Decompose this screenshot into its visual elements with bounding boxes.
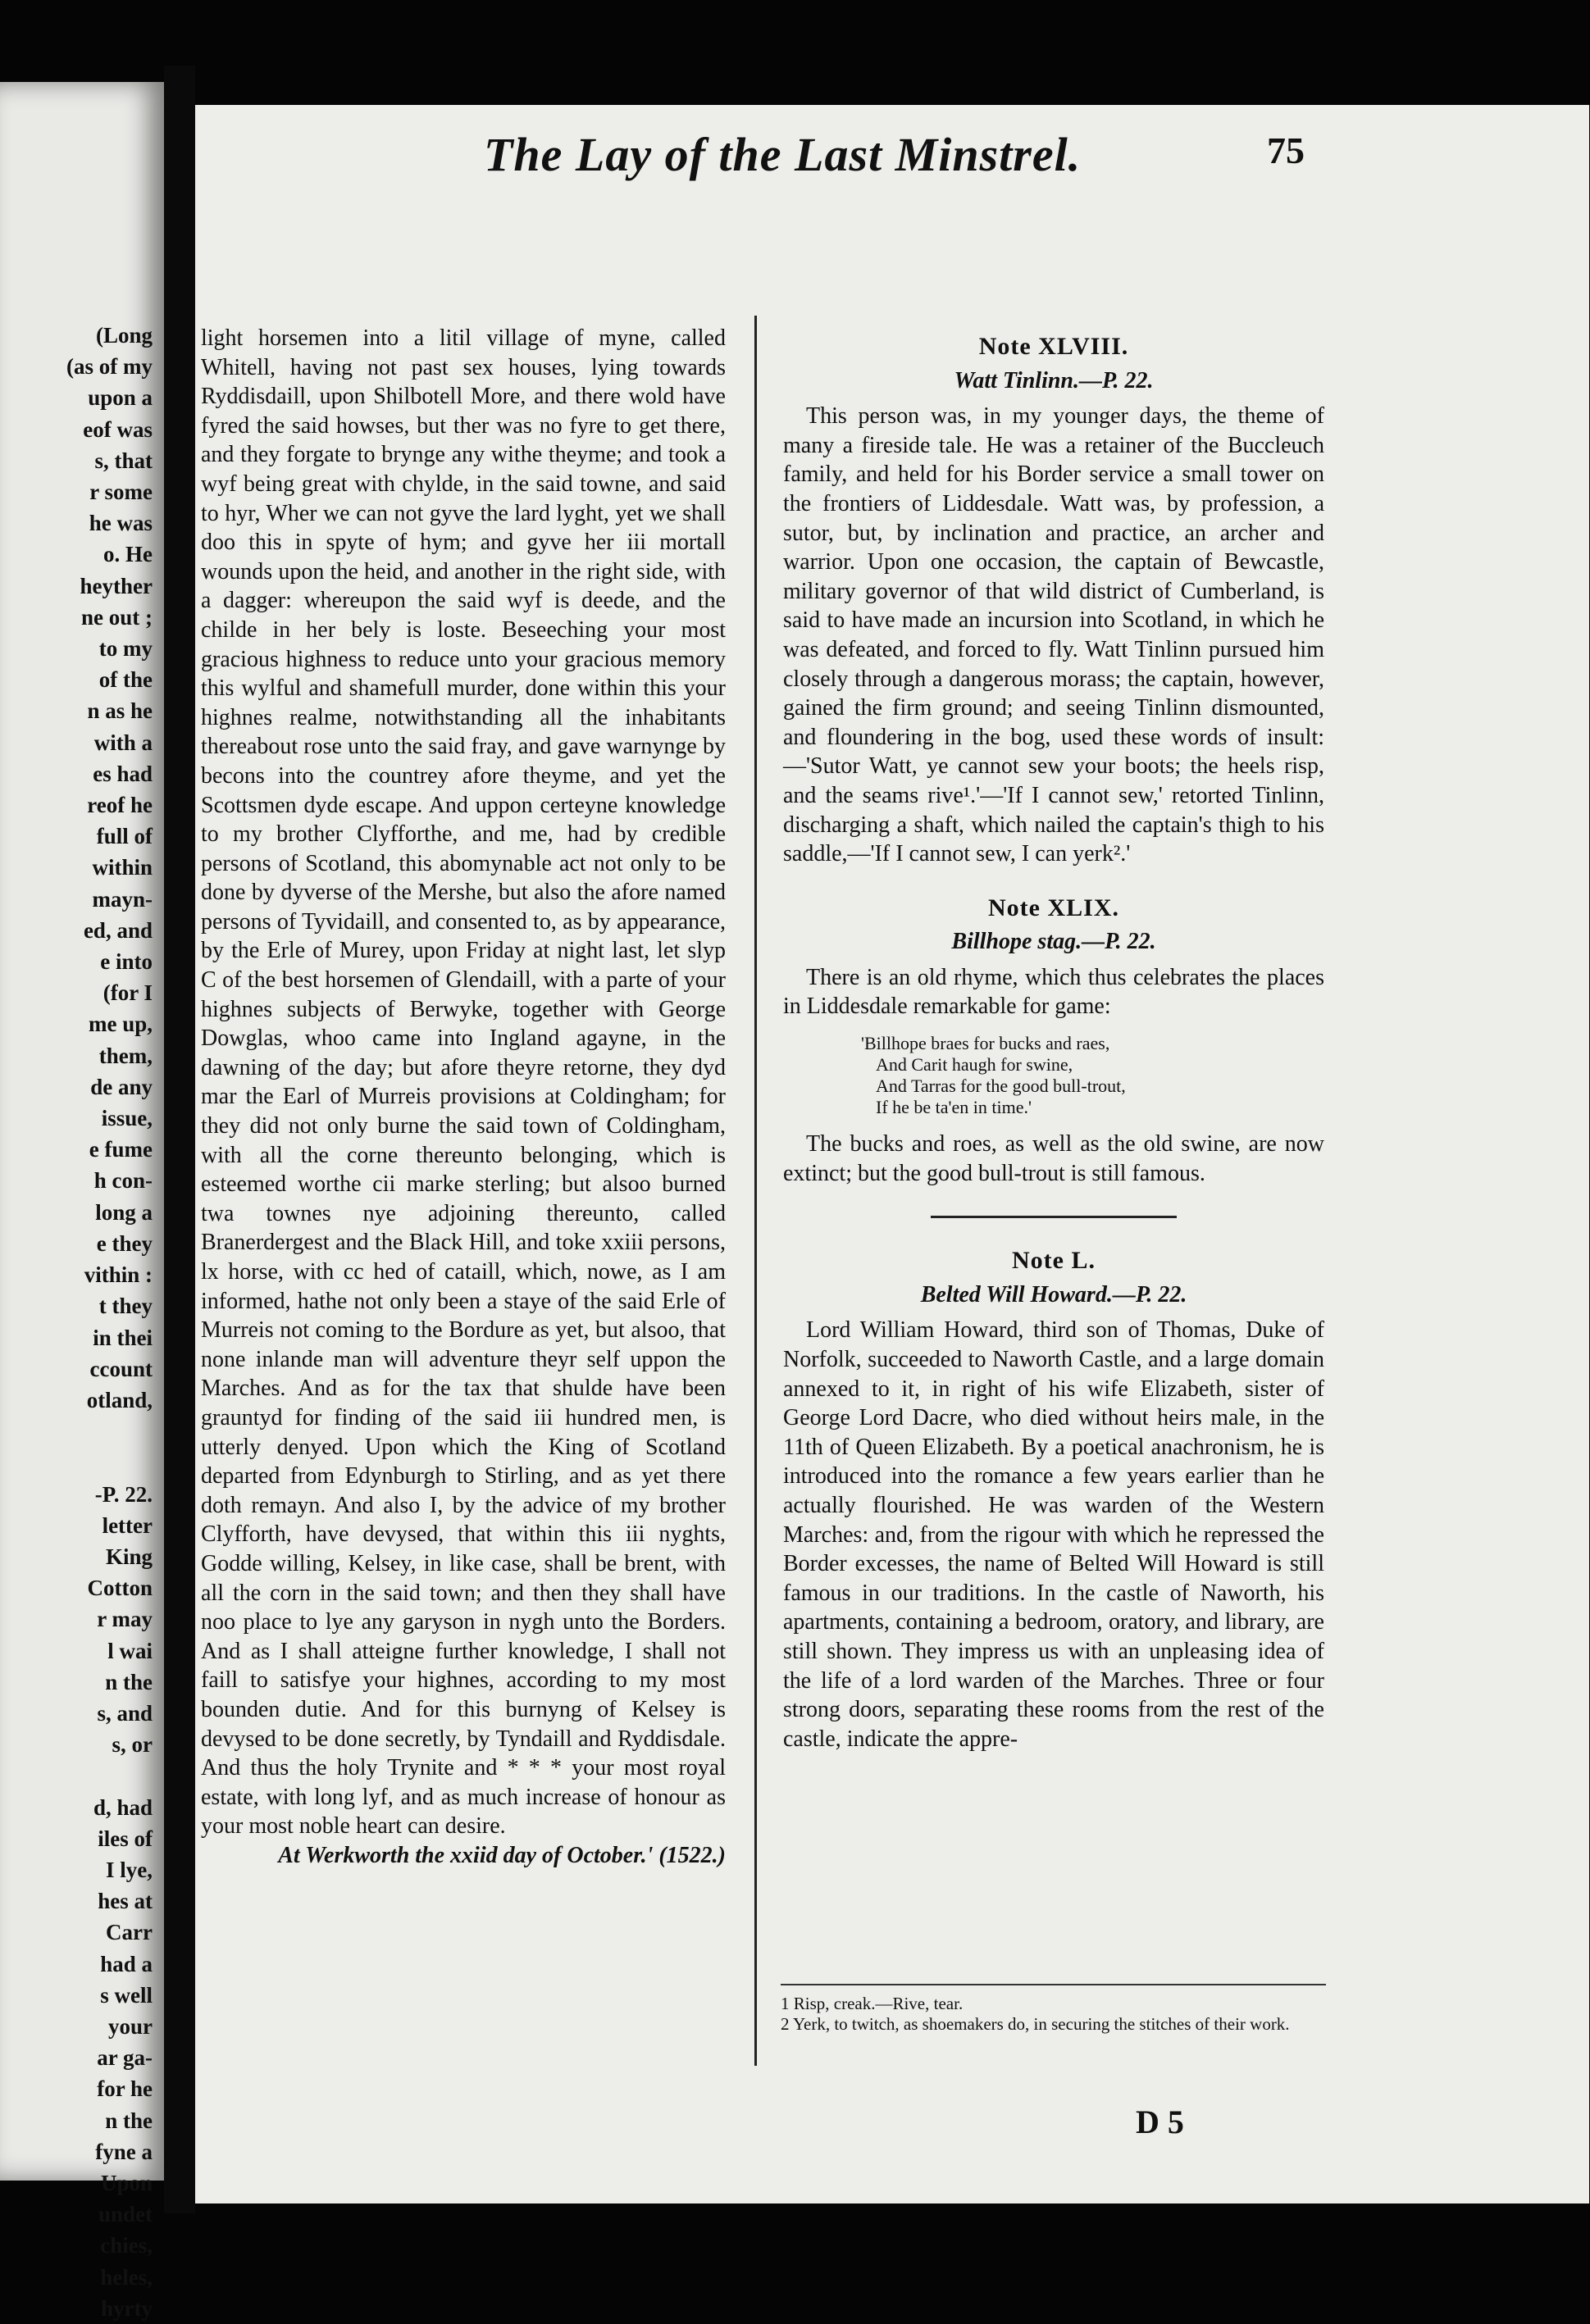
printer-signature-mark: D 5 bbox=[1136, 2103, 1184, 2140]
verse-line: And Tarras for the good bull-trout, bbox=[876, 1076, 1126, 1097]
note-xlviii bbox=[783, 332, 1324, 869]
fragment-line: -P. 22. bbox=[94, 1481, 153, 1507]
fragment-line: issue, bbox=[101, 1106, 153, 1131]
fragment-line: full of bbox=[96, 824, 153, 849]
fragment-line: o. He bbox=[103, 542, 153, 567]
fragment-line: ar ga- bbox=[97, 2045, 153, 2071]
note-title: Note XLIX. bbox=[988, 894, 1119, 921]
fragment-line: r may bbox=[97, 1607, 153, 1632]
note-title: Note XLVIII. bbox=[978, 333, 1129, 360]
fragment-line: long a bbox=[95, 1199, 153, 1225]
fragment-line: hyrty bbox=[101, 2295, 153, 2321]
letter-signature: At Werkworth the xxiid day of October.' (1522.) bbox=[278, 1842, 726, 1868]
note-body: Lord William Howard, third son of Thomas, Duke of Norfolk, succeeded to Naworth Castle, and a large domain annexed to it, in right of his wife Elizabeth, sister of George Lord Dacre, who died without heirs male, in the 11th of Queen Elizabeth. By a poetical anachronism, he is introduced into the romance a few years earlier than he actually flourished. He was warden of the Western Marches: and, from the rigour with which he repressed the Border excesses, the name of Belted Will Howard is still famous in our traditions. In the castle of Naworth, his apartments, containing a bedroom, oratory, and library, are still shown. They impress us with an unpleasing idea of the life of a lord warden of the Marches. Three or four strong doors, separating these rooms from the rest of the castle, indicate the appre- bbox=[783, 1317, 1324, 1752]
left-column bbox=[201, 324, 726, 1870]
fragment-line: s, or bbox=[112, 1732, 153, 1758]
footnote: 2 Yerk, to twitch, as shoemakers do, in securing the stitches of their work. bbox=[781, 2014, 1290, 2034]
fragment-line: s well bbox=[100, 1982, 153, 2008]
fragment-line: Carr bbox=[106, 1920, 153, 1945]
note-subtitle: Billhope stag.—P. 22. bbox=[951, 929, 1156, 955]
facing-page-text-fragments bbox=[5, 320, 153, 2324]
verse-line: 'Billhope braes for bucks and raes, bbox=[861, 1033, 1110, 1054]
fragment-line bbox=[5, 1760, 153, 1791]
fragment-line: vithin : bbox=[84, 1262, 153, 1288]
right-column bbox=[783, 332, 1324, 1753]
book-gutter bbox=[164, 66, 195, 2213]
fragment-line: with a bbox=[93, 730, 153, 755]
fragment-line: n as he bbox=[87, 698, 153, 724]
fragment-line: hes at bbox=[98, 1889, 153, 1914]
fragment-line: letter bbox=[102, 1512, 153, 1538]
fragment-line: me up, bbox=[88, 1012, 153, 1037]
note-xlix bbox=[783, 894, 1324, 1189]
column-divider bbox=[754, 316, 757, 2066]
fragment-line bbox=[5, 1416, 153, 1447]
running-header bbox=[295, 127, 1305, 184]
fragment-line: King bbox=[105, 1544, 153, 1569]
note-body: This person was, in my younger days, the theme of many a fireside tale. He was a retainer of the Buccleuch family, and held for his Border service a small tower on the frontiers of Liddesdale. Watt was, by profession, a sutor, but, by inclination and practice, an archer and warrior. Upon one occasion, the captain of Bewcastle, military governor of that wild district of Cumberland, is said to have made an incursion into Scotland, in which he was defeated, and forced to fly. Watt Tinlinn pursued him closely through a dangerous morass; the captain, however, gained the firm ground; and seeing Tinlinn dismounted, and floundering in the bog, used these words of insult:—'Sutor Watt, ye cannot sew your boots; the heels risp, and the seams rive¹.'—'If I cannot sew,' retorted Tinlinn, discharging a shaft, which nailed the captain's thigh to his saddle,—'If I cannot sew, I can yerk².' bbox=[783, 403, 1324, 867]
fragment-line bbox=[5, 1447, 153, 1478]
fragment-line: Upon bbox=[100, 2170, 153, 2195]
fragment-line: had a bbox=[100, 1951, 153, 1976]
fragment-line: e fume bbox=[89, 1137, 153, 1162]
fragment-line: (Long bbox=[95, 323, 153, 348]
fragment-line: de any bbox=[90, 1074, 153, 1099]
note-subtitle: Belted Will Howard.—P. 22. bbox=[920, 1281, 1187, 1308]
fragment-line: heles, bbox=[100, 2264, 153, 2290]
running-title: The Lay of the Last Minstrel. bbox=[484, 128, 1082, 181]
fragment-line: n the bbox=[105, 1669, 153, 1694]
fragment-line: eof was bbox=[83, 416, 153, 442]
fragment-line: ccount bbox=[89, 1356, 153, 1381]
footnotes bbox=[781, 1984, 1326, 2035]
fragment-line: n the bbox=[105, 2108, 153, 2133]
fragment-line: mayn- bbox=[92, 886, 153, 912]
letter-text: light horsemen into a litil village of myne, called Whitell, having not past sex houses, lying towards Ryddisdaill, upon Shilbotell More, and there wold have fyred the said howses, but ther was no fyre to get there, and they forgate to brynge any withe theyme; and took a wyf being great with chylde, in the said towne, and said to hyr, Wher we can not gyve the lard lyght, yet we shall doo this in spyte of hym; and gyve her iii mortall wounds upon the heid, and another in the right side, with a dagger: whereupon the said wyf is deede, and the childe in her bely is loste. Beseeching your most gracious highness to reduce unto your gracious memory this wylful and shamefull murder, done within this your highnes realme, notwithstanding all the inhabitants thereabout rose unto the said fray, and gave warnynge by becons into the countrey afore theyme, and yet the Scottsmen dyde escape. And uppon certeyne knowledge to my brother Clyfforthe, and me, had by credible persons of Scotland, this abomynable act not only to be done by dyverse of the Mershe, but also the afore named persons of Tyvidaill, and consented to, as by appearance, by the Erle of Murey, upon Friday at night last, let slyp C of the best horsemen of Glendaill, with a parte of your highnes subjects of Berwyke, together with George Dowglas, whoo came into Ingland agayne, in the dawning of the day; but afore theyre retorne, they dyd mar the Earl of Murreis provisions at Coldingham; for they did not only burne the said town of Coldingham, with all the corne thereunto belonging, which is esteemed worthe cii marke sterling; but alsoo burned twa townes nye adjoining thereunto, called Branerdergest and the Black Hill, and toke xxiii persons, lx horse, with cc hed of cataill, which, nowe, as I am informed, hathe not only been a staye of the said Erle of Murreis not coming to the Bordure as yet, but alsoo, that none inlande man will adventure theyr self uppon the Marches. And as for the tax that shulde have been grauntyd for finding of the said iii hundred men, is utterly denyed. Upon which the King of Scotland departed from Edynburgh to Stirling, and as yet there doth remayn. And also I, by the advice of my brother Clyfforth, have devysed, that within this iii nyghts, Godde willing, Kelsey, in like case, shall be brent, with all the corn in the said town; and then they shall have noo place to lye any garyson in nygh unto the Borders. And as I shall atteigne further knowledge, I shall not faill to satisfye your highnes, according to my most bounden dutie. And for this burnyng of Kelsey is devysed to be done secretly, by Tyndaill and Ryddisdale. And thus the holy Trynite and * * * your most royal estate, with long lyf, and as much increase of honour as your most noble heart can desire. bbox=[201, 325, 726, 1840]
facing-page-edge bbox=[0, 82, 164, 2321]
fragment-line: your bbox=[108, 2013, 153, 2039]
fragment-line: l wai bbox=[107, 1638, 153, 1663]
page-number: 75 bbox=[1267, 130, 1305, 171]
fragment-line: he was bbox=[89, 511, 153, 536]
fragment-line: reof he bbox=[87, 793, 153, 818]
note-body: There is an old rhyme, which thus celebrates the places in Liddesdale remarkable for game: bbox=[783, 964, 1324, 1020]
fragment-line: in thei bbox=[93, 1325, 153, 1350]
note-title: Note L. bbox=[1012, 1247, 1096, 1275]
fragment-line: h con- bbox=[93, 1168, 153, 1194]
fragment-line: r some bbox=[89, 480, 153, 505]
fragment-line: otland, bbox=[86, 1387, 153, 1412]
fragment-line: Cotton bbox=[87, 1576, 153, 1601]
fragment-line: d, had bbox=[93, 1794, 153, 1820]
fragment-line: t they bbox=[98, 1294, 153, 1319]
fragment-line: within bbox=[92, 855, 153, 880]
verse-line: If he be ta'en in time.' bbox=[876, 1097, 1032, 1118]
footnote: 1 Risp, creak.—Rive, tear. bbox=[781, 1994, 964, 2013]
fragment-line: (as of my bbox=[66, 354, 153, 380]
rhyme-verse bbox=[861, 1033, 1324, 1118]
fragment-line: chies, bbox=[100, 2233, 153, 2258]
note-body-continued: The bucks and roes, as well as the old swine, are now extinct; but the good bull-trout is still famous. bbox=[783, 1131, 1324, 1186]
fragment-line: them, bbox=[98, 1043, 153, 1068]
fragment-line: s, and bbox=[97, 1700, 153, 1726]
fragment-line: iles of bbox=[98, 1826, 153, 1851]
fragment-line: heyther bbox=[80, 573, 153, 598]
fragment-line: upon a bbox=[88, 385, 153, 411]
fragment-line: e into bbox=[100, 949, 153, 975]
fragment-line: e they bbox=[96, 1230, 153, 1256]
fragment-line: of the bbox=[98, 667, 153, 693]
fragment-line: ne out ; bbox=[81, 604, 153, 630]
fragment-line: (for I bbox=[103, 980, 153, 1006]
fragment-line: s, that bbox=[94, 448, 153, 473]
fragment-line: for he bbox=[97, 2076, 153, 2102]
fragment-line: to my bbox=[98, 636, 153, 662]
note-l bbox=[783, 1246, 1324, 1753]
section-divider bbox=[931, 1216, 1177, 1218]
verse-line: And Carit haugh for swine, bbox=[876, 1054, 1073, 1076]
fragment-line: es had bbox=[93, 761, 153, 786]
fragment-line: ed, and bbox=[83, 917, 153, 943]
fragment-line: fyne a bbox=[95, 2139, 153, 2164]
fragment-line: undet bbox=[98, 2202, 153, 2227]
fragment-line: I lye, bbox=[106, 1857, 153, 1882]
note-subtitle: Watt Tinlinn.—P. 22. bbox=[954, 367, 1154, 393]
